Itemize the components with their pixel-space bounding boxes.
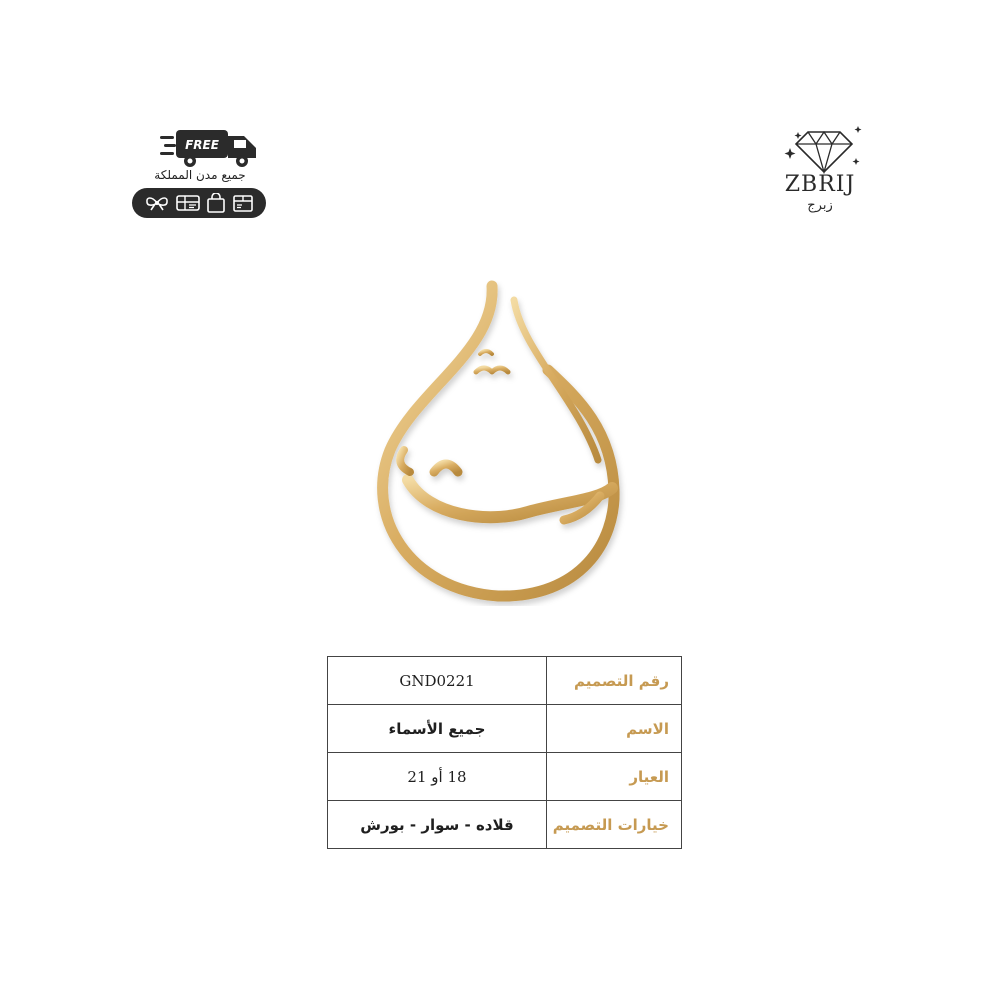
product-specs-table bbox=[327, 656, 682, 849]
spec-label-design-options: خيارات التصميم bbox=[547, 801, 682, 849]
spec-value-design-number: GND0221 bbox=[328, 657, 547, 705]
brand-logo bbox=[778, 124, 864, 220]
spec-value-name: جميع الأسماء bbox=[328, 705, 547, 753]
diamond-icon bbox=[778, 124, 864, 174]
spec-value-karat: 18 أو 21 bbox=[328, 753, 547, 801]
free-shipping-badge bbox=[132, 126, 268, 220]
gift-card-icon bbox=[176, 194, 200, 212]
brand-name-latin: ZBRIJ bbox=[784, 172, 856, 197]
service-icons-bar bbox=[132, 188, 266, 218]
package-icon bbox=[232, 193, 254, 213]
table-row bbox=[328, 705, 682, 753]
spec-label-name: الاسم bbox=[547, 705, 682, 753]
brand-name-arabic: زبرج bbox=[807, 198, 833, 213]
table-row bbox=[328, 657, 682, 705]
spec-label-karat: العيار bbox=[547, 753, 682, 801]
gold-pendant-icon bbox=[368, 280, 630, 606]
table-row bbox=[328, 801, 682, 849]
delivery-truck-icon bbox=[160, 126, 264, 170]
free-label: FREE bbox=[185, 138, 219, 152]
shipping-coverage-text: جميع مدن المملكة bbox=[154, 168, 246, 182]
shopping-bag-icon bbox=[206, 193, 226, 213]
spec-label-design-number: رقم التصميم bbox=[547, 657, 682, 705]
spec-value-design-options: قلاده - سوار - بورش bbox=[328, 801, 547, 849]
gift-bow-icon bbox=[144, 194, 170, 212]
table-row bbox=[328, 753, 682, 801]
